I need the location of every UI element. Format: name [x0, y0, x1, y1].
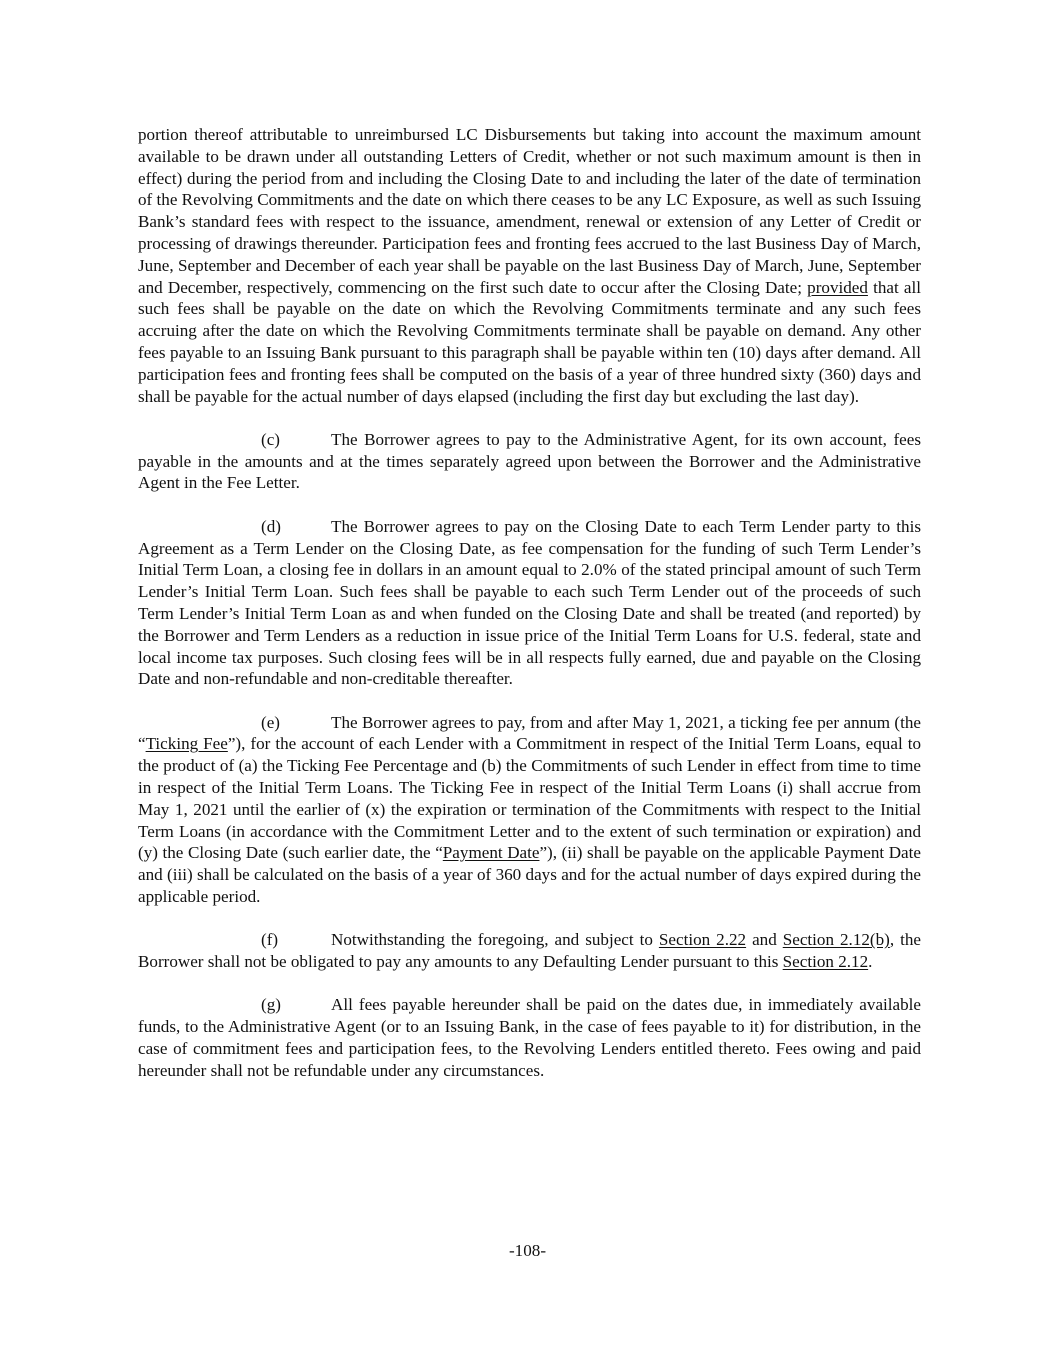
paragraph-label: (c) — [261, 429, 280, 449]
paragraph-text: portion thereof attributable to unreimbursed LC Disbursements but taking into account the maximum amount available to be drawn under all outstanding Letters of Credit, whether or not such maximum amount is then in effect) during the period from and including the Closing Date to and including the later of the date of termination of the Revolving Commitments and the date on which there ceases to be any LC Exposure, as well as such Issuing Bank’s standard fees with respect to the issuance, amendment, renewal or extension of any Letter of Credit or processing of drawings thereunder. Participation fees and fronting fees accrued to the last Business Day of March, June, September and December of each year shall be payable on the last Business Day of March, June, September and December, respectively, commencing on the first such date to occur after the Closing Date; — [138, 125, 921, 297]
paragraph-text: ”), for the account of each Lender with a Commitment in respect of the Initial Term Loans, equal to the product of (a) the Ticking Fee Percentage and (b) the Commitments of such Lender in effect from time to time in respect of the Initial Term Loans. The Ticking Fee in respect of the Initial Term Loans (i) shall accrue from May 1, 2021 until the earlier of (x) the expiration or termination of the Commitments with respect to the Initial Term Loans (in accordance with the Commitment Letter and to the extent of such termination or expiration) and (y) the Closing Date (such earlier date, the “ — [138, 734, 921, 863]
paragraph-text: , the Borrower shall not be obligated to pay any amounts to any Defaulting Lender pursuant to this — [138, 930, 921, 972]
paragraph-text: . — [868, 952, 873, 972]
defined-term-payment-date: Payment Date — [442, 843, 540, 863]
section-reference-2-12: Section 2.12 — [782, 952, 869, 972]
paragraph-label: (f) — [261, 930, 279, 950]
paragraph-text: Notwithstanding the foregoing, and subject to — [331, 930, 659, 950]
paragraph-g — [138, 994, 921, 1081]
paragraph-text: ”), (ii) shall be payable on the applicable Payment Date and (iii) shall be calculated on the basis of a year of 360 days and for the actual number of days expired during the applicable period. — [138, 843, 921, 906]
paragraph-label: (e) — [261, 712, 280, 732]
section-reference-2-12b: Section 2.12(b) — [782, 930, 890, 950]
paragraph-text: that all such fees shall be payable on the date on which the Revolving Commitments terminate and any such fees accruing after the date on which the Revolving Commitments terminate shall be payable on demand. Any other fees payable to an Issuing Bank pursuant to this paragraph shall be payable within ten (10) days after demand. All participation fees and fronting fees shall be computed on the basis of a year of three hundred sixty (360) days and shall be payable for the actual number of days elapsed (including the first day but excluding the last day). — [138, 277, 922, 406]
paragraph-text: The Borrower agrees to pay on the Closing Date to each Term Lender party to this Agreement as a Term Lender on the Closing Date, as fee compensation for the funding of such Term Lender’s Initial Term Loan, a closing fee in dollars in an amount equal to 2.0% of the stated principal amount of such Term Lender’s Initial Term Loan. Such fees shall be payable to each such Term Lender out of the proceeds of such Term Lender’s Initial Term Loan as and when funded on the Closing Date and shall be treated (and reported) by the Borrower and Term Lenders as a reduction in issue price of the Initial Term Loans for U.S. federal, state and local income tax purposes. Such closing fees will be in all respects fully earned, due and payable on the Closing Date and non-refundable and non-creditable thereafter. — [138, 516, 921, 689]
defined-term-ticking-fee: Ticking Fee — [145, 734, 228, 754]
paragraph-text: All fees payable hereunder shall be paid on the dates due, in immediately available funds, to the Administrative Agent (or to an Issuing Bank, in the case of fees payable to it) for distribution, in the case of commitment fees and participation fees, to the Revolving Lenders entitled thereto. Fees owing and paid hereunder shall not be refundable under any circumstances. — [138, 995, 921, 1080]
paragraph-b-continuation — [138, 124, 921, 407]
paragraph-c — [138, 429, 921, 494]
paragraph-label: (g) — [261, 995, 281, 1015]
paragraph-label: (d) — [261, 516, 281, 536]
paragraph-e — [138, 712, 921, 908]
defined-term-provided: provided — [807, 277, 868, 297]
paragraph-text: The Borrower agrees to pay to the Administrative Agent, for its own account, fees payable in the amounts and at the times separately agreed upon between the Borrower and the Administrative Agent in the Fee Letter. — [138, 429, 921, 493]
paragraph-text: The Borrower agrees to pay, from and after May 1, 2021, a ticking fee per annum (the “ — [138, 712, 921, 754]
paragraph-f — [138, 929, 921, 973]
section-reference-2-22: Section 2.22 — [658, 930, 747, 950]
page-number: -108- — [508, 1241, 547, 1260]
paragraph-text: and — [746, 930, 783, 950]
paragraph-d — [138, 516, 921, 690]
